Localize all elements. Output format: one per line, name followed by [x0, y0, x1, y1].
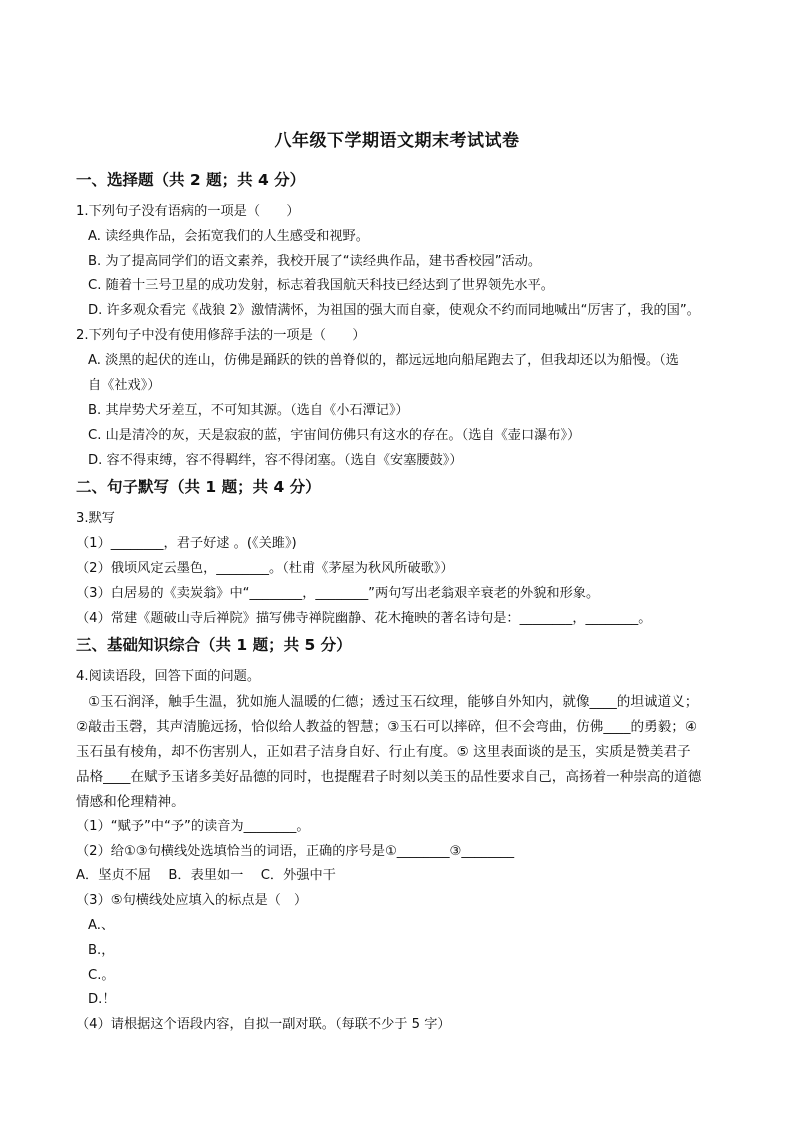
page-title: 八年级下学期语文期末考试试卷 — [274, 131, 520, 151]
question-4-sub-3-option-d: D.！ — [88, 992, 116, 1007]
question-3-item-1: （1）________，君子好逑 。(《关雎》) — [76, 536, 297, 551]
question-1-option-b: B. 为了提高同学们的语文素养，我校开展了“读经典作品，建书香校园”活动。 — [88, 254, 542, 269]
question-3-item-3: （3）白居易的《卖炭翁》中“________，________”两句写出老翁艰辛衰老的外貌和形象。 — [76, 586, 600, 601]
question-2-option-a-continued: 自《社戏》） — [88, 378, 161, 393]
question-4-sub-3: （3）⑤句横线处应填入的标点是（ ） — [76, 893, 308, 908]
reading-paragraph-line: 玉石虽有棱角，却不伤害别人，正如君子洁身自好、行止有度。⑤ 这里表面谈的是玉，实质是赞美君子 — [76, 744, 691, 760]
reading-paragraph-line: ②敲击玉磬，其声清脆远扬，恰似给人教益的智慧；③玉石可以摔碎，但不会弯曲，仿佛____的勇毅；④ — [76, 719, 698, 735]
question-2-option-b: B. 其岸势犬牙差互，不可知其源。（选自《小石潭记》） — [88, 403, 409, 418]
question-4-stem: 4.阅读语段，回答下面的问题。 — [76, 669, 261, 684]
reading-paragraph-line: 情感和伦理精神。 — [76, 794, 185, 810]
question-3-item-4: （4）常建《题破山寺后禅院》描写佛寺禅院幽静、花木掩映的著名诗句是：________，________。 — [76, 611, 652, 626]
section-heading-choice: 一、选择题（共 2 题；共 4 分） — [76, 171, 306, 189]
question-3-item-2: （2）俄顷风定云墨色，________。（杜甫《茅屋为秋风所破歌》） — [76, 561, 454, 576]
question-4-sub-3-option-a: A.、 — [88, 918, 115, 933]
section-heading-dictation: 二、句子默写（共 1 题；共 4 分） — [76, 478, 321, 496]
question-4-sub-1: （1）“赋予”中“予”的读音为________。 — [76, 819, 310, 834]
reading-paragraph-line: ①玉石润泽，触手生温，犹如施人温暖的仁德；透过玉石纹理，能够自外知内，就像____的坦诚道义； — [88, 694, 699, 710]
question-2-option-d: D. 容不得束缚，容不得羁绊，容不得闭塞。（选自《安塞腰鼓》） — [88, 453, 463, 468]
question-3-stem: 3.默写 — [76, 511, 115, 526]
section-heading-comprehensive: 三、基础知识综合（共 1 题；共 5 分） — [76, 636, 352, 654]
question-4-sub-2: （2）给①③句横线处选填恰当的词语，正确的序号是①________③________ — [76, 844, 515, 859]
reading-paragraph-line: 品格____在赋予玉诸多美好品德的同时，也提醒君子时刻以美玉的品性要求自己，高扬着一种崇高的道德 — [76, 769, 702, 785]
question-4-sub-3-option-c: C.。 — [88, 968, 115, 983]
question-4-sub-3-option-b: B.， — [88, 943, 115, 958]
question-2-option-a: A. 淡黑的起伏的连山，仿佛是踊跃的铁的兽脊似的，都远远地向船尾跑去了，但我却还以为船慢。（选 — [88, 353, 679, 368]
question-2-option-c: C. 山是清冷的灰，天是寂寂的蓝，宇宙间仿佛只有这水的存在。（选自《壶口瀑布》） — [88, 428, 581, 443]
question-1-stem: 1.下列句子没有语病的一项是（ ） — [76, 204, 300, 219]
question-4-sub-4: （4）请根据这个语段内容，自拟一副对联。（每联不少于 5 字） — [76, 1017, 451, 1032]
question-4-sub-2-choices: A．坚贞不屈 B．表里如一 C．外强中干 — [76, 868, 336, 883]
question-1-option-c: C. 随着十三号卫星的成功发射，标志着我国航天科技已经达到了世界领先水平。 — [88, 278, 554, 293]
question-1-option-d: D. 许多观众看完《战狼 2》激情满怀，为祖国的强大而自豪，使观众不约而同地喊出“厉害了，我的国”。 — [88, 303, 700, 318]
question-2-stem: 2.下列句子中没有使用修辞手法的一项是（ ） — [76, 328, 366, 343]
question-1-option-a: A. 读经典作品，会拓宽我们的人生感受和视野。 — [88, 229, 369, 244]
